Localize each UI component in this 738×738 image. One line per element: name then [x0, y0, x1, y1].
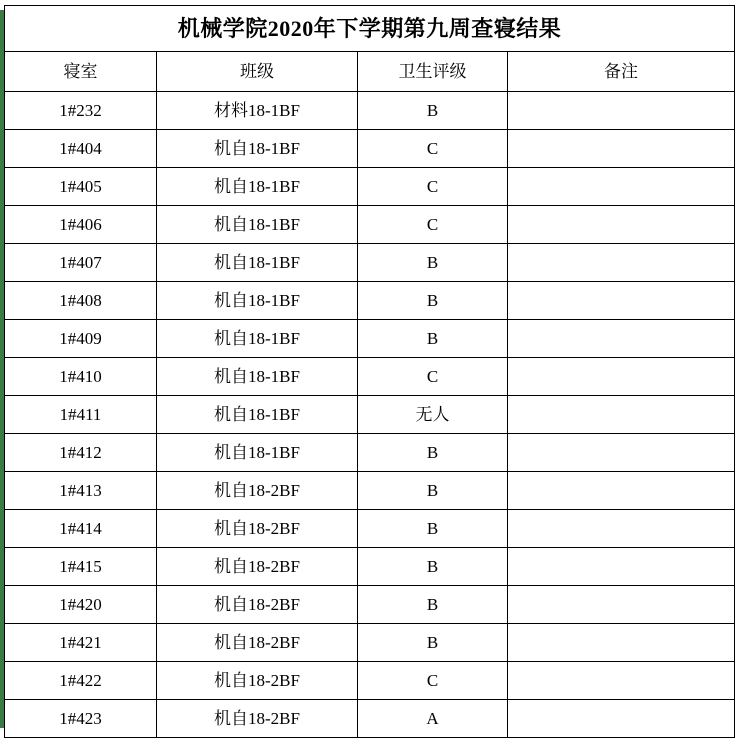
table-header-row	[5, 52, 735, 92]
cell-note	[508, 206, 735, 244]
dorm-inspection-table	[4, 5, 735, 738]
cell-note	[508, 168, 735, 206]
column-header-grade: 卫生评级	[358, 52, 508, 92]
cell-class: 机自18-2BF	[157, 624, 358, 662]
table-row	[5, 396, 735, 434]
table-row	[5, 92, 735, 130]
cell-note	[508, 700, 735, 738]
table-row	[5, 320, 735, 358]
cell-room: 1#420	[5, 586, 157, 624]
cell-note	[508, 510, 735, 548]
table-title-row	[5, 6, 735, 52]
table-body	[5, 6, 735, 738]
cell-note	[508, 244, 735, 282]
cell-grade: B	[358, 434, 508, 472]
column-header-room: 寝室	[5, 52, 157, 92]
cell-class: 机自18-1BF	[157, 244, 358, 282]
cell-room: 1#405	[5, 168, 157, 206]
cell-room: 1#410	[5, 358, 157, 396]
cell-grade: 无人	[358, 396, 508, 434]
cell-note	[508, 434, 735, 472]
cell-class: 机自18-1BF	[157, 282, 358, 320]
cell-room: 1#406	[5, 206, 157, 244]
cell-grade: B	[358, 510, 508, 548]
cell-room: 1#421	[5, 624, 157, 662]
sheet-left-edge-accent	[0, 10, 4, 728]
cell-grade: C	[358, 662, 508, 700]
cell-room: 1#407	[5, 244, 157, 282]
cell-class: 机自18-2BF	[157, 472, 358, 510]
cell-note	[508, 548, 735, 586]
cell-note	[508, 662, 735, 700]
table-row	[5, 130, 735, 168]
cell-grade: B	[358, 472, 508, 510]
cell-room: 1#412	[5, 434, 157, 472]
table-row	[5, 700, 735, 738]
column-header-class: 班级	[157, 52, 358, 92]
table-row	[5, 548, 735, 586]
cell-room: 1#413	[5, 472, 157, 510]
cell-grade: B	[358, 320, 508, 358]
table-row	[5, 358, 735, 396]
cell-room: 1#422	[5, 662, 157, 700]
cell-grade: B	[358, 92, 508, 130]
table-row	[5, 662, 735, 700]
cell-room: 1#423	[5, 700, 157, 738]
table-row	[5, 434, 735, 472]
table-row	[5, 472, 735, 510]
cell-grade: B	[358, 244, 508, 282]
table-row	[5, 510, 735, 548]
cell-room: 1#408	[5, 282, 157, 320]
cell-room: 1#415	[5, 548, 157, 586]
cell-grade: C	[358, 358, 508, 396]
cell-grade: A	[358, 700, 508, 738]
table-row	[5, 282, 735, 320]
cell-note	[508, 130, 735, 168]
cell-class: 机自18-2BF	[157, 586, 358, 624]
cell-note	[508, 282, 735, 320]
cell-note	[508, 320, 735, 358]
table-row	[5, 586, 735, 624]
cell-class: 机自18-1BF	[157, 396, 358, 434]
table-row	[5, 168, 735, 206]
cell-class: 机自18-1BF	[157, 206, 358, 244]
cell-class: 机自18-2BF	[157, 510, 358, 548]
cell-room: 1#404	[5, 130, 157, 168]
table-row	[5, 206, 735, 244]
cell-note	[508, 92, 735, 130]
cell-class: 机自18-2BF	[157, 662, 358, 700]
cell-grade: C	[358, 206, 508, 244]
cell-grade: B	[358, 282, 508, 320]
spreadsheet-canvas	[0, 5, 738, 730]
column-header-note: 备注	[508, 52, 735, 92]
cell-room: 1#409	[5, 320, 157, 358]
page-title: 机械学院2020年下学期第九周查寝结果	[5, 6, 735, 52]
table-row	[5, 244, 735, 282]
cell-room: 1#411	[5, 396, 157, 434]
table-row	[5, 624, 735, 662]
cell-class: 机自18-1BF	[157, 320, 358, 358]
cell-class: 机自18-1BF	[157, 358, 358, 396]
cell-grade: C	[358, 130, 508, 168]
cell-grade: C	[358, 168, 508, 206]
cell-class: 材料18-1BF	[157, 92, 358, 130]
cell-grade: B	[358, 548, 508, 586]
cell-grade: B	[358, 624, 508, 662]
cell-class: 机自18-1BF	[157, 434, 358, 472]
cell-class: 机自18-2BF	[157, 700, 358, 738]
cell-class: 机自18-2BF	[157, 548, 358, 586]
cell-room: 1#414	[5, 510, 157, 548]
cell-note	[508, 586, 735, 624]
cell-class: 机自18-1BF	[157, 130, 358, 168]
cell-note	[508, 624, 735, 662]
cell-class: 机自18-1BF	[157, 168, 358, 206]
cell-grade: B	[358, 586, 508, 624]
cell-note	[508, 358, 735, 396]
cell-note	[508, 396, 735, 434]
cell-room: 1#232	[5, 92, 157, 130]
cell-note	[508, 472, 735, 510]
